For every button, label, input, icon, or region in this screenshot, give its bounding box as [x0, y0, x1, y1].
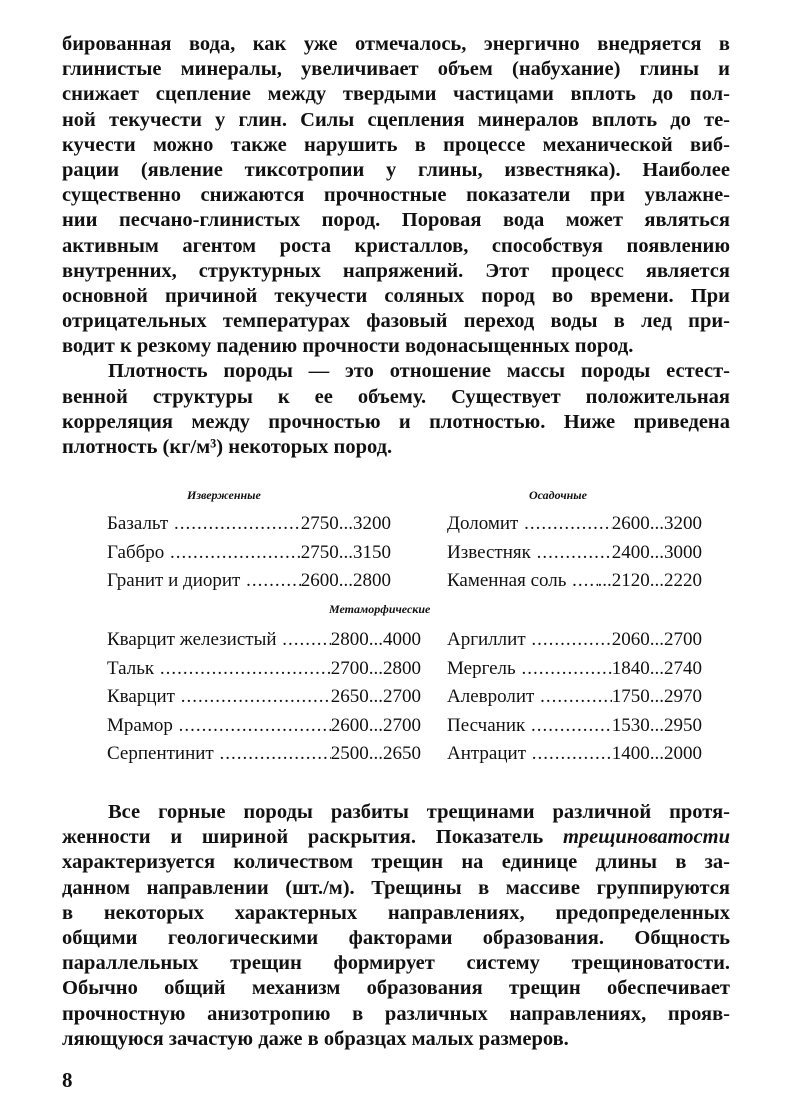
table-row: [107, 715, 421, 737]
text-line: активным агентом роста кристаллов, способствуя появлению: [62, 234, 730, 257]
rock-name: Тальк: [107, 657, 155, 679]
group-title-metamorphic: Метаморфические: [329, 602, 431, 616]
text-segment: плотность (кг/м³) некоторых пород.: [62, 436, 393, 458]
table-row: [107, 570, 391, 592]
dot-leader: [164, 542, 300, 564]
text-line: бированная вода, как уже отмечалось, энергично внедряется в: [62, 33, 730, 55]
dot-leader: [277, 629, 331, 651]
text-line: отрицательных температурах фазовый переход воды в лед при-: [62, 310, 730, 333]
text-line: [62, 385, 730, 410]
text-line: основной причиной текучести соляных пород во времени. При: [62, 284, 730, 307]
text-line: [62, 825, 730, 850]
table-row: [447, 686, 702, 708]
dot-leader: [173, 715, 331, 737]
dot-leader: [534, 686, 611, 708]
table-row: [107, 686, 421, 708]
text-segment: венной структуры к ее объему. Существует положительная: [62, 385, 730, 408]
text-line: [62, 1027, 730, 1052]
rock-name: Кварцит: [107, 686, 175, 707]
table-row: [447, 513, 702, 535]
text-segment: — это отношение массы породы естест-: [292, 360, 730, 383]
text-line: внутренних, структурных напряжений. Этот процесс является: [62, 259, 730, 282]
text-segment: ляющуюся зачастую даже в образцах малых размеров.: [62, 1027, 569, 1050]
table-row: [107, 542, 391, 564]
text-line: [62, 926, 730, 951]
density-range: 2600...3200: [611, 513, 702, 534]
text-line: [62, 951, 730, 976]
dot-leader: [175, 686, 331, 708]
text-line: [62, 359, 730, 384]
table-row: [447, 570, 702, 592]
density-range: 2650...2700: [330, 686, 421, 707]
table-row: [447, 629, 702, 651]
dot-leader: [168, 513, 301, 535]
text-line: глинистые минералы, увеличивает объем (набухание) глины и: [62, 58, 730, 81]
density-range: 2750...3150: [300, 541, 391, 563]
text-line: [62, 800, 730, 825]
text-line: кучести можно также нарушить в процессе механической виб-: [62, 133, 730, 156]
density-range: 1750...2970: [611, 686, 702, 707]
text-segment: Все горные породы разбиты трещинами различной протя-: [108, 801, 730, 823]
rock-name: Каменная соль: [447, 570, 567, 592]
dot-leader: [531, 542, 612, 564]
dot-leader: [525, 715, 612, 737]
density-range: 2600...2800: [300, 570, 391, 592]
text-line: [62, 410, 730, 435]
text-line: [62, 850, 730, 875]
rock-name: Антрацит: [447, 743, 526, 764]
text-segment: систему трещиноватости: [466, 952, 725, 975]
dot-leader: [240, 570, 300, 592]
text-segment: Обычно общий механизм образования трещин обеспечивает: [62, 977, 730, 1000]
text-line: рации (явление тиксотропии у глины, известняка). Наиболее: [62, 158, 730, 181]
density-range: 1840...2740: [611, 657, 702, 679]
term-density: Плотность породы: [108, 360, 293, 383]
rock-name: Габбро: [107, 541, 165, 563]
text-segment: характеризуется количеством трещин на единице длины в за-: [62, 851, 730, 874]
table-row: [447, 743, 702, 765]
dot-leader: [154, 658, 331, 680]
rock-name: Базальт: [107, 513, 169, 534]
dot-leader: [526, 743, 612, 765]
rock-name: Алевролит: [447, 686, 535, 707]
table-row: [107, 629, 421, 651]
dot-leader: [566, 570, 597, 592]
density-range: 2750...3200: [300, 513, 391, 534]
text-segment: .: [724, 952, 731, 975]
density-range: ...2120...2220: [597, 570, 702, 592]
rock-name: Гранит и диорит: [107, 570, 241, 592]
table-row: [107, 743, 421, 765]
density-range: 1400...2000: [611, 743, 702, 764]
table-row: [107, 658, 421, 680]
text-line: [62, 435, 730, 460]
text-segment: женности и шириной раскрытия. Показатель: [62, 826, 563, 849]
body-text-bottom: [62, 800, 730, 1052]
text-segment: в некоторых характерных направлениях, предопределенных: [62, 901, 730, 924]
density-range: 2800...4000: [330, 629, 421, 650]
table-row: [107, 513, 391, 535]
dot-leader: [518, 513, 611, 535]
body-text-top: [62, 32, 730, 460]
table-row: [447, 542, 702, 564]
dot-leader: [516, 658, 612, 680]
text-line: снижает сцепление между твердыми частицами вплоть до пол-: [62, 83, 730, 106]
dot-leader: [214, 743, 331, 765]
rock-name: Доломит: [447, 513, 519, 534]
text-line: [62, 876, 730, 901]
rock-name: Песчаник: [447, 714, 526, 736]
density-range: 2400...3000: [611, 541, 702, 563]
density-range: 2700...2800: [330, 657, 421, 679]
text-line: [62, 976, 730, 1001]
rock-name: Мрамор: [107, 714, 173, 736]
text-line: [62, 1002, 730, 1027]
text-segment: общими геологическими факторами образования. Общность: [62, 926, 730, 949]
text-line: нии песчано-глинистых пород. Поровая вода может являться: [62, 209, 730, 232]
group-title-sedimentary: Осадочные: [529, 488, 587, 502]
page-number: 8: [62, 1068, 73, 1092]
rock-name: Мергель: [447, 657, 516, 679]
text-line: существенно снижаются прочностные показатели при увлажне-: [62, 184, 730, 207]
table-row: [447, 658, 702, 680]
text-line: ной текучести у глин. Силы сцепления минералов вплоть до те-: [62, 108, 730, 131]
text-segment: параллельных трещин формирует: [62, 952, 467, 975]
text-line: водит к резкому падению прочности водонасыщенных пород.: [62, 335, 634, 358]
density-range: 2500...2650: [330, 743, 421, 764]
group-title-igneous: Изверженные: [187, 488, 261, 502]
text-segment: корреляция между прочностью и плотностью. Ниже приведена: [62, 410, 730, 433]
text-segment: трещиноватости: [562, 826, 730, 849]
dot-leader: [526, 629, 612, 651]
text-segment: прочностную анизотропию в различных направлениях, прояв-: [62, 1002, 730, 1025]
density-range: 2600...2700: [330, 714, 421, 736]
table-row: [447, 715, 702, 737]
rock-name: Известняк: [447, 541, 531, 563]
density-range: 2060...2700: [611, 629, 702, 650]
rock-name: Аргиллит: [447, 629, 526, 650]
text-line: [62, 901, 730, 926]
text-segment: данном направлении (шт./м). Трещины в массиве группируются: [62, 876, 730, 899]
density-range: 1530...2950: [611, 714, 702, 736]
rock-name: Кварцит железистый: [107, 629, 277, 650]
rock-name: Серпентинит: [107, 743, 214, 764]
